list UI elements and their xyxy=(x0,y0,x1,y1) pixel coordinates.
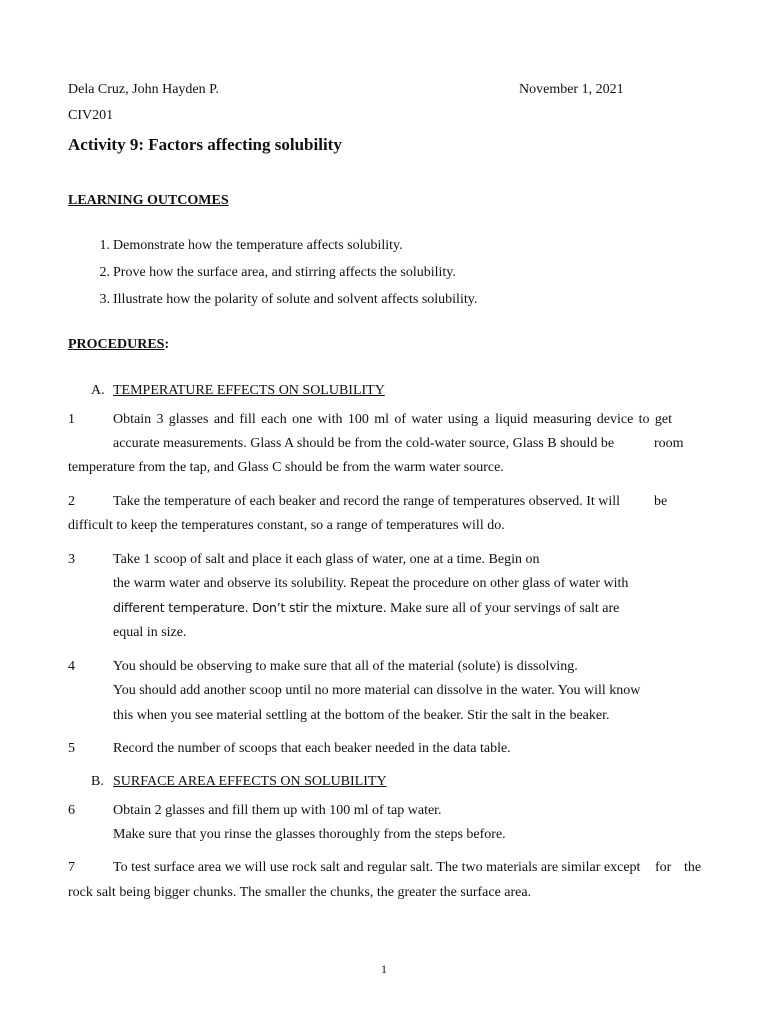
step-line: accurate measurements. Glass A should be from the cold-water source, Glass B should be xyxy=(113,436,615,451)
step-line: Record the number of scoops that each beaker needed in the data table. xyxy=(113,741,511,756)
section-title: TEMPERATURE EFFECTS ON SOLUBILITY xyxy=(113,383,385,398)
step-number: 1 xyxy=(68,412,75,427)
step-line: this when you see material settling at the bottom of the beaker. Stir the salt in the beaker. xyxy=(113,708,610,723)
page-title: Activity 9: Factors affecting solubility xyxy=(68,135,342,154)
step-line: To test surface area we will use rock salt and regular salt. The two materials are similar except xyxy=(113,860,641,875)
step-line: You should be observing to make sure that all of the material (solute) is dissolving. xyxy=(113,659,578,674)
step-line: Take the temperature of each beaker and record the range of temperatures observed. It will xyxy=(113,494,621,509)
step-line: You should add another scoop until no more material can dissolve in the water. You will know xyxy=(113,683,641,698)
section-title: SURFACE AREA EFFECTS ON SOLUBILITY xyxy=(113,774,387,789)
step-line: the xyxy=(684,860,702,875)
procedures-heading-colon: : xyxy=(164,337,170,352)
outcome-text: Demonstrate how the temperature affects solubility. xyxy=(113,238,403,253)
step-number: 6 xyxy=(68,803,75,818)
step-line: the warm water and observe its solubility. Repeat the procedure on other glass of water with xyxy=(113,576,629,591)
step-line xyxy=(113,600,619,617)
outcome-number: 1. xyxy=(99,238,110,253)
step-number: 5 xyxy=(68,741,75,756)
step-number: 4 xyxy=(68,659,75,674)
section-letter: A. xyxy=(91,383,105,398)
step-line: be xyxy=(654,494,668,509)
step-line: room xyxy=(654,436,684,451)
step-line: for xyxy=(655,860,672,875)
step-number: 7 xyxy=(68,860,75,875)
step-line: Take 1 scoop of salt and place it each glass of water, one at a time. Begin on xyxy=(113,552,540,567)
step-number: 2 xyxy=(68,494,75,509)
document-date: November 1, 2021 xyxy=(519,82,624,97)
outcome-text: Illustrate how the polarity of solute and solvent affects solubility. xyxy=(113,292,478,307)
section-letter: B. xyxy=(91,774,104,789)
step-line: difficult to keep the temperatures constant, so a range of temperatures will do. xyxy=(68,518,505,533)
step-line: Make sure that you rinse the glasses thoroughly from the steps before. xyxy=(113,827,506,842)
outcome-text: Prove how the surface area, and stirring affects the solubility. xyxy=(113,265,456,280)
step-line-segment: Make sure all of your servings of salt are xyxy=(386,601,620,616)
outcome-number: 3. xyxy=(99,292,110,307)
step-line: rock salt being bigger chunks. The smaller the chunks, the greater the surface area. xyxy=(68,885,532,900)
step-line: equal in size. xyxy=(113,625,187,640)
author-name: Dela Cruz, John Hayden P. xyxy=(68,82,219,97)
procedures-heading-text: PROCEDURES xyxy=(68,337,165,352)
page-number: 1 xyxy=(381,962,387,976)
procedures-heading xyxy=(68,337,169,353)
step-line: Obtain 2 glasses and fill them up with 100 ml of tap water. xyxy=(113,803,442,818)
learning-outcomes-heading: LEARNING OUTCOMES xyxy=(68,193,229,208)
course-code: CIV201 xyxy=(68,108,114,123)
step-line-segment: different temperature. Don’t stir the mixture. xyxy=(113,600,387,615)
step-line: Obtain 3 glasses and fill each one with 100 ml of water using a liquid measuring device to get xyxy=(113,412,672,427)
outcome-number: 2. xyxy=(99,265,110,280)
step-number: 3 xyxy=(68,552,75,567)
step-line: temperature from the tap, and Glass C should be from the warm water source. xyxy=(68,460,504,475)
